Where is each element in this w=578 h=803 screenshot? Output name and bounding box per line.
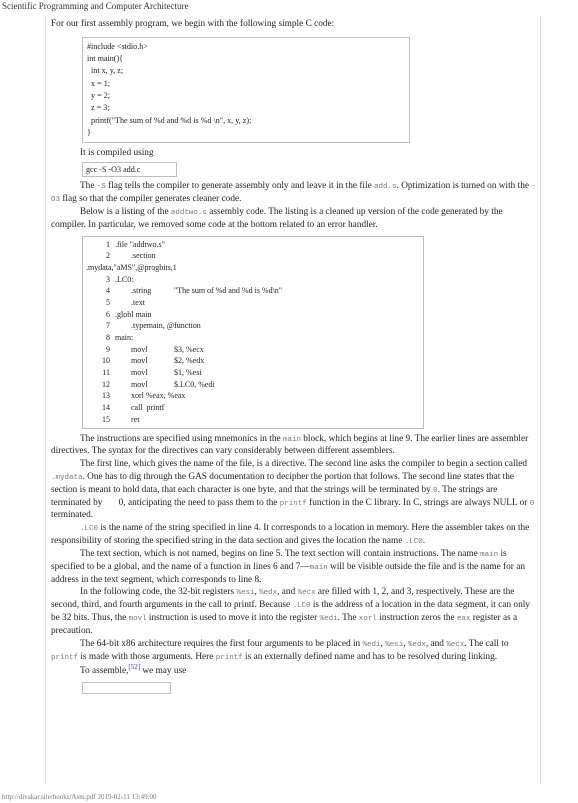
listing-row [86, 297, 420, 309]
compiled-text: It is compiled using [80, 148, 154, 159]
intro-paragraph: For our first assembly program, we begin with the following simple C code: [51, 19, 335, 29]
assemble-paragraph: To assemble,[52] we may use [80, 663, 187, 677]
code-line: } [87, 127, 91, 137]
listing-row [86, 355, 420, 367]
listing-row [86, 379, 420, 391]
listing-row [86, 250, 420, 262]
line-number: 14 [102, 403, 110, 413]
inline-code: -S [96, 183, 106, 192]
line-number: 15 [102, 414, 110, 424]
listing-instruction: movl [115, 368, 148, 378]
mnemonics-paragraph: The instructions are specified using mnemonics in the main block, which begins at line 9. The earlier lines are assembler directives. The syntax for the directives can vary considerably between different assemblers. [51, 433, 529, 457]
listing-operands: $.LC0, %edi [174, 379, 215, 389]
listing-instruction: xorl %eax, %eax [115, 391, 186, 401]
inline-code: eax [456, 615, 471, 624]
listing-row [86, 344, 420, 356]
assemble-command-box [82, 682, 171, 694]
line-number: 6 [106, 309, 110, 319]
listing-row [86, 309, 420, 321]
line-number: 1 [106, 239, 110, 249]
first-line-paragraph: The first line, which gives the name of the file, is a directive. The second line asks the compiler to begin a section called .mydata. One has to dig through the GAS documentation to decipher the portion that follows. The second line states that the section is meant to hold data, that each character is one byte, and that the strings will be terminated by 0. The strings are terminated by 0, anticipating the need to pass them to the printf function in the C library. In C, strings are always NULL or 0 terminated. [51, 459, 535, 521]
listing-operands: $3, %ecx [174, 344, 204, 354]
inline-code: %edi [319, 615, 338, 624]
line-number: 3 [106, 274, 110, 284]
inline-code: %ecx [446, 640, 465, 649]
listing-instruction: .LC0: [115, 274, 134, 284]
code-line: y = 2; [87, 91, 111, 101]
registers-paragraph: In the following code, the 32-bit registers %esi, %edx, and %ecx are filled with 1, 2, and 3, respectively. These are the second, third, and fourth arguments in the call to printf. Because .LC0 is the address of a location in the data segment, it can only be 32 bits. Thus, the movl instruction is used to move it into the register %edi. The xorl instruction zeros the eax register as a precaution. [51, 587, 530, 636]
inline-code: %esi [236, 589, 255, 598]
inline-code: .LC0 [80, 525, 99, 534]
line-number: 5 [106, 297, 110, 307]
line-number: 13 [102, 391, 110, 401]
listing-row [86, 367, 420, 379]
lc0-paragraph: .LC0 is the name of the string specified in line 4. It corresponds to a location in memory. Here the assembler takes on the responsibility of storing the specified string in the data section and gives the location the name .LC0. [51, 523, 530, 547]
listing-instruction: .file "addtwo.s" [115, 239, 165, 249]
inline-code: printf [279, 499, 307, 508]
code-line: #include <stdio.h> [87, 41, 148, 51]
c-code-block [82, 37, 410, 143]
inline-code: %esi [385, 640, 404, 649]
listing-instruction: .section [115, 251, 156, 261]
line-number: 12 [102, 379, 110, 389]
line-number: 8 [106, 333, 110, 342]
listing-instruction: movl [115, 379, 148, 389]
code-line: int main(){ [87, 54, 124, 64]
page-footer-url: http://divakar.site/books/Asm.pdf 2019-02-11 13:49:00 [2, 793, 157, 801]
inline-code: .LC0 [404, 538, 423, 547]
code-line: x = 1; [87, 78, 111, 88]
inline-code: add.s [374, 183, 397, 192]
inline-code: 0 [433, 486, 438, 495]
text-section-paragraph: The text section, which is not named, begins on line 5. The text section will contain instructions. The name main is specified to be a global, and the name of a function in lines 6 and 7—main will be visible outside the file and is the name for an address in the text segment, which corresponds to line 8. [51, 548, 525, 585]
document-body [51, 18, 536, 694]
inline-code: addtwo.s [170, 208, 207, 217]
inline-code: printf [215, 653, 243, 662]
inline-code: %ecx [297, 589, 316, 598]
listing-instruction: call printf [115, 403, 165, 413]
listing-instruction: ret [115, 414, 140, 424]
compile-command-box: gcc -S -O3 add.c [82, 162, 177, 177]
listing-row [86, 390, 420, 402]
listing-row [86, 332, 420, 344]
inline-code: %edx [259, 589, 278, 598]
listing-instruction: .string [115, 286, 152, 296]
line-number: 2 [106, 251, 110, 261]
assembly-listing [82, 236, 424, 429]
inline-code: printf [51, 653, 79, 662]
listing-instruction: .mydata,"aMS",@progbits,1 [86, 262, 177, 272]
line-number: 7 [106, 321, 110, 331]
x86-paragraph: The 64-bit x86 architecture requires the first four arguments to be placed in %edi, %esi, %edx, and %ecx. The call to printf is made with those arguments. Here printf is an externally defined name and has to be resolved during linking. [51, 638, 509, 662]
inline-code: .mydata [51, 473, 83, 482]
listing-operands: $2, %edx [174, 356, 205, 366]
line-number: 10 [102, 356, 110, 366]
inline-code: main [282, 435, 301, 444]
inline-code: main [309, 563, 328, 572]
listing-instruction: .globl main [115, 309, 152, 319]
listing-row [86, 274, 420, 286]
inline-code: %edx [407, 640, 426, 649]
line-number: 4 [106, 286, 110, 296]
line-number: 11 [102, 368, 110, 378]
inline-code: main [480, 550, 499, 559]
listing-row [86, 239, 420, 251]
listing-row [86, 320, 420, 332]
listing-row [86, 285, 420, 297]
listing-instruction: movl [115, 344, 148, 354]
code-line: printf("The sum of %d and %d is %d \n", x, y, z); [87, 115, 252, 125]
inline-code: movl [128, 615, 147, 624]
code-line: int x, y, z; [87, 66, 124, 76]
listing-instruction: .text [115, 297, 145, 307]
inline-code: -O3 [51, 183, 536, 205]
footnote-link[interactable]: [52] [128, 663, 141, 672]
inline-code: 0 [529, 499, 535, 508]
inline-code: xorl [358, 615, 377, 624]
listing-intro-paragraph: Below is a listing of the addtwo.s assembly code. The listing is a cleaned up version of the code generated by the compiler. In particular, we removed some code at the bottom related to an error handler. [51, 206, 503, 230]
listing-operands: $1, %esi [174, 368, 202, 378]
line-number: 9 [106, 344, 110, 354]
listing-instruction: movl [115, 356, 148, 366]
listing-row [86, 402, 420, 414]
document-header-title: Scientific Programming and Computer Architecture [2, 1, 189, 11]
inline-code: %edi [362, 640, 381, 649]
listing-operands: "The sum of %d and %d is %d\n" [174, 286, 283, 296]
flags-paragraph: The -S flag tells the compiler to generate assembly only and leave it in the file add.s. Optimization is turned on with the -O3 flag so that the compiler generates cleaner code. [51, 181, 536, 205]
listing-row [86, 262, 420, 274]
listing-instruction: main: [115, 333, 134, 342]
listing-row [86, 414, 420, 426]
inline-code: .LC0 [292, 602, 311, 611]
code-line: z = 3; [87, 103, 110, 113]
listing-instruction: .typemain, @function [115, 321, 201, 331]
